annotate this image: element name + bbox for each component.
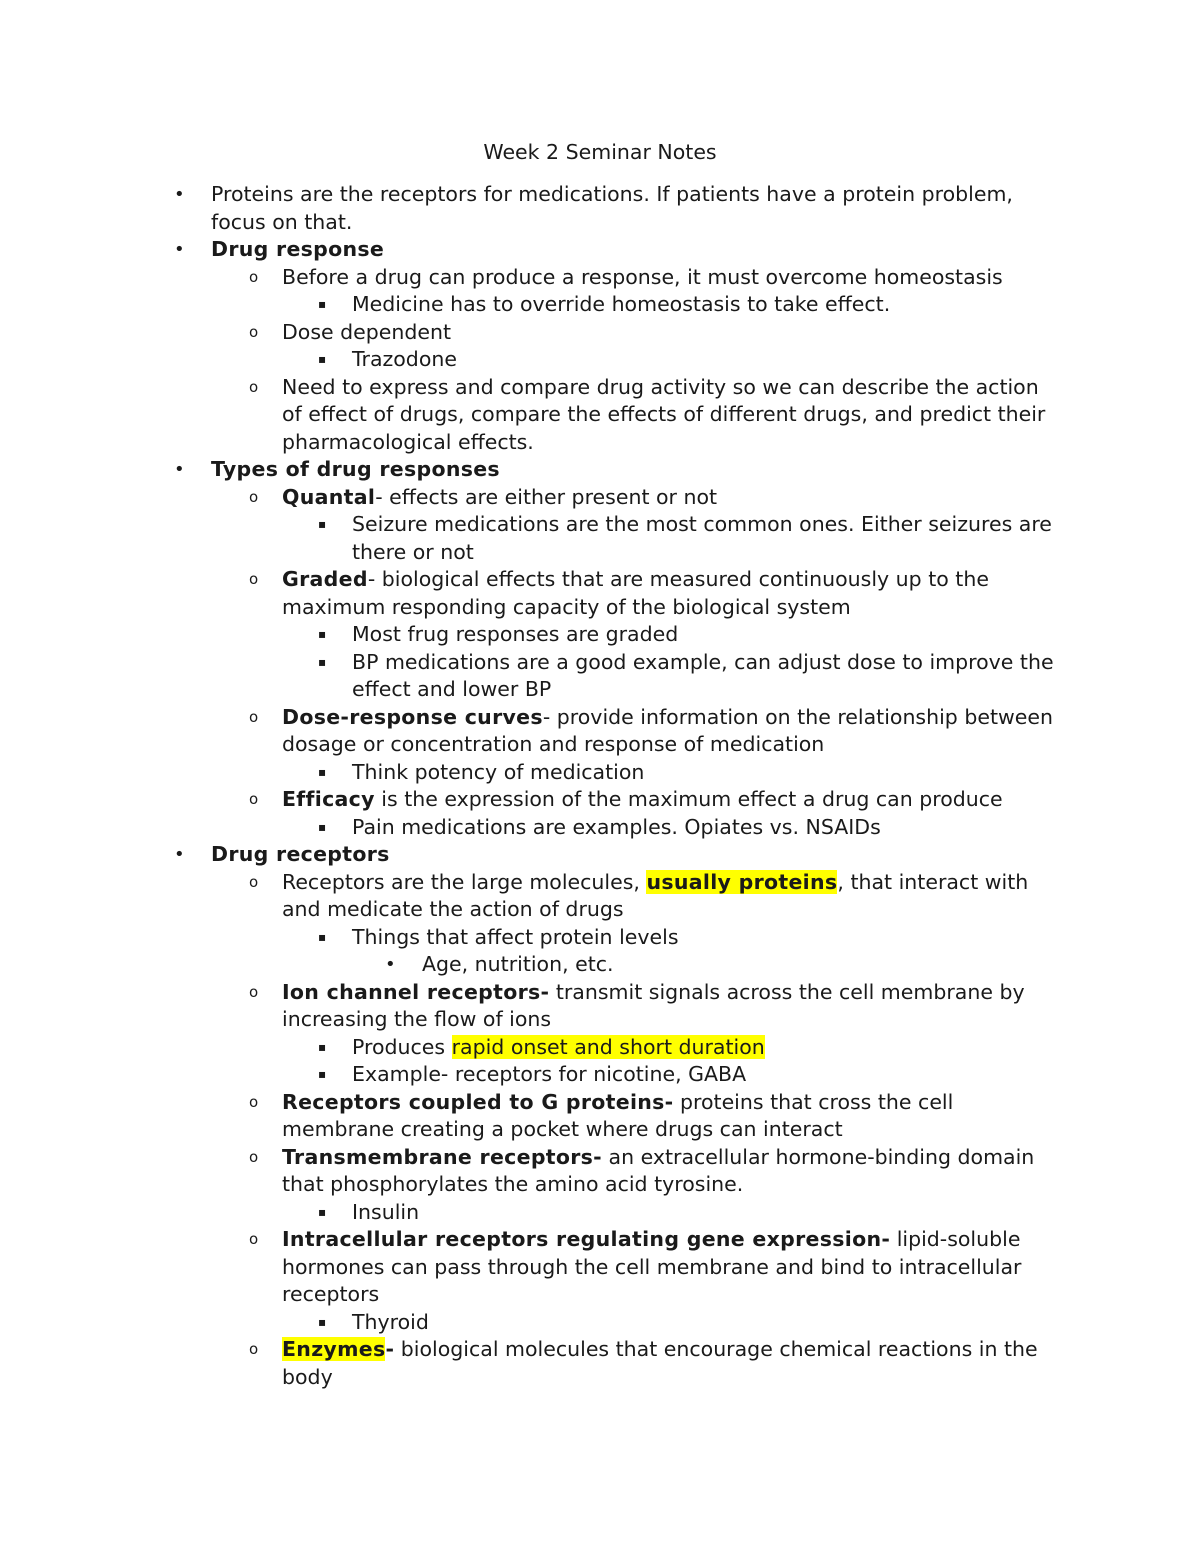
item-text: transmit signals across the cell membrane by increasing the flow of ions [282,979,1025,1031]
item-text: - provide information on the relationship between dosage or concentration and response of medication [282,704,1053,756]
item-text: Trazodone [352,347,457,371]
item-text: is the expression of the maximum effect a drug can produce [374,787,1003,811]
list-item [174,181,1061,236]
list-item [174,456,1061,484]
bullet-icon: ▪ [318,352,327,366]
bullet-icon: • [174,844,185,865]
item-text: Before a drug can produce a response, it must overcome homeostasis [282,264,1003,289]
bullet-icon: o [249,707,259,726]
item-text: Seizure medications are the most common ones. Either seizures are there or not [352,512,1052,564]
list-item [318,346,1062,374]
list-item [174,236,1061,264]
highlighted-text: Enzymes [282,1337,386,1361]
bold-term: Transmembrane receptors- [282,1144,602,1169]
bullet-icon: o [249,267,259,286]
item-text: Example- receptors for nicotine, GABA [352,1062,747,1086]
item-text: an extracellular hormone-binding domain that phosphorylates the amino acid tyrosine. [282,1144,1035,1196]
bullet-icon: ▪ [318,297,327,311]
item-text: Age, nutrition, etc. [422,952,614,976]
item-text: Receptors are the large molecules, [282,869,647,894]
bold-term: Types of drug responses [211,457,500,481]
highlighted-text: usually proteins [646,869,838,894]
bullet-icon: ▪ [318,1204,327,1219]
bold-term: Drug receptors [211,842,390,866]
bold-term: Intracellular receptors regulating gene expression- [282,1227,891,1251]
bullet-icon: ▪ [318,1039,327,1054]
list-item [318,649,1062,704]
bullet-icon: • [174,459,185,480]
bullet-icon: o [249,322,259,341]
item-text: Medicine has to override homeostasis to take effect. [352,292,891,316]
list-item [318,814,1062,842]
item-text: Thyroid [352,1309,429,1334]
list-item [249,1336,1062,1391]
bullet-icon: ▪ [318,1067,327,1081]
bold-term: Quantal [282,484,376,509]
bullet-icon: ▪ [318,627,327,641]
item-text: BP medications are a good example, can adjust dose to improve the effect and lower BP [352,649,1054,701]
list-item [249,704,1062,759]
item-text: Proteins are the receptors for medications. If patients have a protein problem, focus on that. [211,182,1013,234]
bullet-icon: o [249,872,259,891]
list-item [249,374,1062,457]
bold-term: Efficacy [282,787,375,811]
list-item [249,484,1062,512]
list-item [318,1034,1062,1062]
bullet-icon: o [249,1340,259,1358]
list-item [249,1089,1062,1144]
bold-term: Receptors coupled to G proteins- [282,1089,674,1114]
bullet-icon: • [174,184,185,205]
list-item [174,841,1061,869]
bold-term: - [385,1337,395,1361]
list-item [249,979,1062,1034]
item-text: biological molecules that encourage chemical reactions in the body [282,1337,1038,1389]
bullet-icon: ▪ [318,1314,327,1329]
list-item [318,621,1062,649]
bullet-icon: ▪ [318,764,327,779]
list-item [318,511,1062,566]
item-text: Pain medications are examples. Opiates vs. NSAIDs [352,814,881,839]
highlighted-text: rapid onset and short duration [451,1034,765,1059]
item-text: Need to express and compare drug activity so we can describe the action of effect of drugs, compare the effects of different drugs, and predict their pharmacological effects. [282,374,1046,454]
notes-list [0,181,1200,1391]
bullet-icon: o [249,377,259,396]
bullet-icon: o [249,1092,259,1111]
bullet-icon: • [174,239,185,260]
item-text: Most frug responses are graded [352,622,679,646]
item-text: , that interact with and medicate the action of drugs [282,869,1029,921]
list-item [249,786,1062,814]
item-text: Insulin [352,1199,420,1224]
bullet-icon: o [249,487,259,506]
item-text: Things that affect protein levels [352,924,679,949]
item-text: proteins that cross the cell membrane creating a pocket where drugs can interact [282,1089,954,1141]
list-item [318,291,1062,319]
list-item [249,319,1062,347]
bold-term: Graded [282,567,368,591]
bold-term: Drug response [211,237,385,261]
item-text: - effects are either present or not [375,484,718,509]
item-text: Dose dependent [282,319,452,344]
bullet-icon: o [249,982,259,1001]
bullet-icon: • [385,954,396,975]
bullet-icon: ▪ [318,819,327,834]
list-item [249,264,1062,292]
list-item [318,1061,1062,1089]
list-item [385,951,1062,979]
bullet-icon: o [249,1147,259,1166]
bullet-icon: o [249,790,259,808]
bullet-icon: ▪ [318,654,327,669]
list-item [249,1226,1062,1309]
list-item [249,869,1062,924]
bullet-icon: o [249,570,259,588]
bold-term: Dose-response curves [282,704,543,729]
list-item [318,1199,1062,1227]
bullet-icon: o [249,1230,259,1248]
list-item [249,1144,1062,1199]
document-title: Week 2 Seminar Notes [483,140,717,164]
list-item [249,566,1062,621]
item-text: - biological effects that are measured continuously up to the maximum responding capacity of the biological system [282,567,989,619]
item-text: lipid-soluble hormones can pass through the cell membrane and bind to intracellular receptors [282,1227,1022,1306]
list-item [318,924,1062,952]
bullet-icon: ▪ [318,929,327,944]
bold-term: Ion channel receptors- [282,979,550,1004]
bullet-icon: ▪ [318,517,327,531]
list-item [318,759,1062,787]
list-item [318,1309,1062,1337]
item-text: Produces [352,1034,452,1059]
item-text: Think potency of medication [352,759,645,784]
